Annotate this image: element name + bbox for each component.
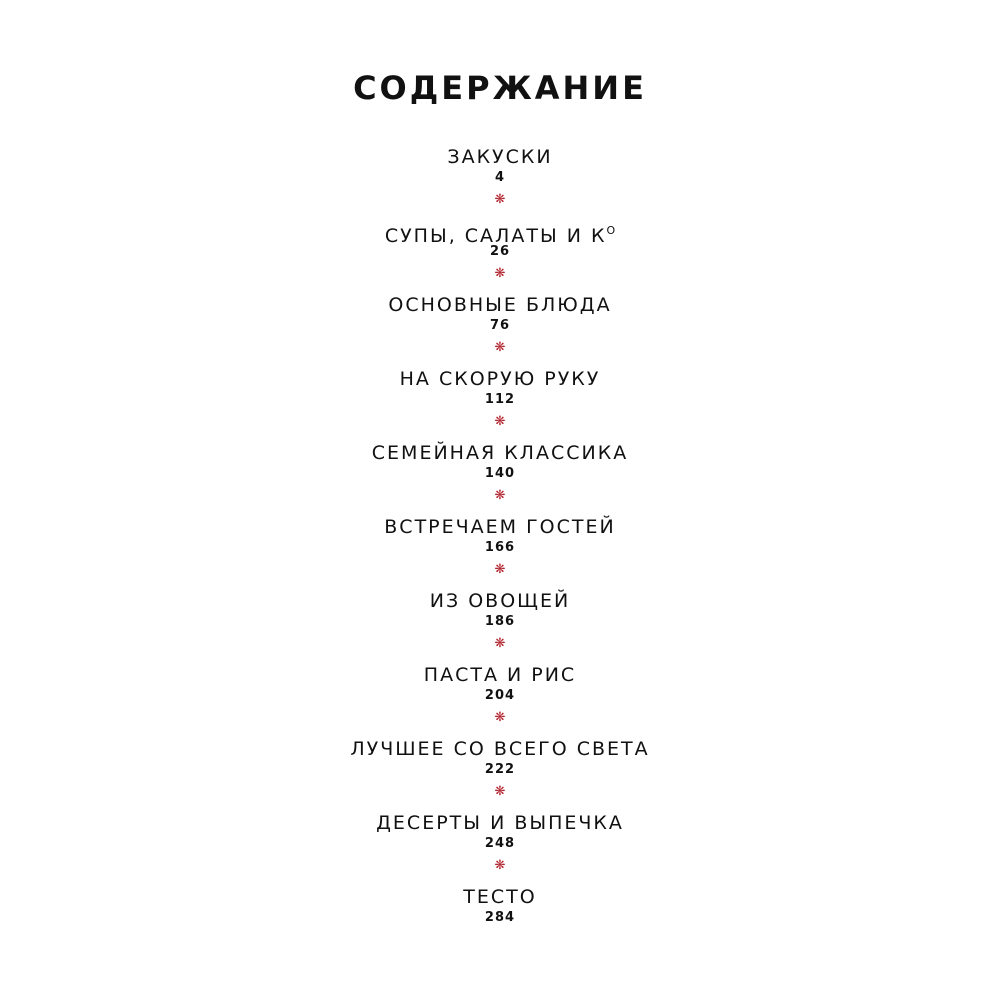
toc-entry-title[interactable]	[0, 218, 1000, 247]
toc-entry-main-dishes[interactable]	[0, 292, 1000, 366]
ornament-separator-icon: ❋	[494, 488, 506, 503]
ornament-separator-icon: ❋	[494, 192, 506, 207]
toc-entry-title-text: НА СКОРУЮ РУКУ	[399, 368, 601, 390]
toc-entry-title[interactable]	[0, 514, 1000, 540]
toc-entry-title[interactable]	[0, 662, 1000, 688]
toc-entry-page-number: 204	[484, 688, 516, 703]
toc-entry-page-number: 76	[489, 318, 511, 333]
toc-entry-page-number: 26	[489, 244, 511, 259]
ornament-separator-icon: ❋	[494, 562, 506, 577]
toc-entry-title[interactable]	[0, 292, 1000, 318]
toc-entry-title-text: ЛУЧШЕЕ СО ВСЕГО СВЕТА	[350, 738, 650, 760]
toc-entry-desserts[interactable]	[0, 810, 1000, 884]
ornament-separator-icon: ❋	[494, 266, 506, 281]
toc-entry-family-classics[interactable]	[0, 440, 1000, 514]
toc-entry-page-number: 248	[484, 836, 516, 851]
toc-entry-soups-salads[interactable]	[0, 218, 1000, 292]
toc-entry-title-superscript: О	[606, 224, 616, 237]
toc-entry-title-text: ДЕСЕРТЫ И ВЫПЕЧКА	[376, 812, 624, 834]
toc-entry-title-text: ТЕСТО	[463, 886, 537, 908]
toc-entry-page-number: 112	[484, 392, 516, 407]
ornament-separator-icon: ❋	[494, 636, 506, 651]
toc-entry-vegetables[interactable]	[0, 588, 1000, 662]
toc-entry-title[interactable]	[0, 366, 1000, 392]
toc-entry-title[interactable]	[0, 884, 1000, 910]
table-of-contents	[0, 144, 1000, 958]
toc-entry-page-number: 166	[484, 540, 516, 555]
toc-entry-page-number: 186	[484, 614, 516, 629]
toc-entry-pasta-rice[interactable]	[0, 662, 1000, 736]
ornament-separator-icon: ❋	[494, 858, 506, 873]
toc-entry-title[interactable]	[0, 588, 1000, 614]
toc-entry-title-text: СЕМЕЙНАЯ КЛАССИКА	[371, 442, 629, 464]
ornament-separator-icon: ❋	[494, 414, 506, 429]
toc-entry-title-text: ПАСТА И РИС	[423, 664, 577, 686]
ornament-separator-icon: ❋	[494, 340, 506, 355]
toc-entry-title[interactable]	[0, 736, 1000, 762]
toc-entry-title[interactable]	[0, 810, 1000, 836]
toc-entry-page-number: 4	[494, 170, 506, 185]
toc-entry-page-number: 284	[484, 910, 516, 925]
toc-entry-title-text: СУПЫ, САЛАТЫ И К	[384, 225, 607, 247]
toc-entry-snacks[interactable]	[0, 144, 1000, 218]
toc-entry-page-number: 140	[484, 466, 516, 481]
toc-entry-title[interactable]	[0, 144, 1000, 170]
toc-entry-title[interactable]	[0, 440, 1000, 466]
page-title: СОДЕРЖАНИЕ	[353, 69, 647, 107]
toc-entry-page-number: 222	[484, 762, 516, 777]
toc-entry-dough[interactable]	[0, 884, 1000, 958]
toc-entry-title-text: ВСТРЕЧАЕМ ГОСТЕЙ	[384, 516, 616, 538]
toc-entry-world-best[interactable]	[0, 736, 1000, 810]
ornament-separator-icon: ❋	[494, 710, 506, 725]
toc-entry-guests[interactable]	[0, 514, 1000, 588]
toc-entry-title-text: ОСНОВНЫЕ БЛЮДА	[388, 294, 612, 316]
toc-entry-title-text: ЗАКУСКИ	[447, 146, 553, 168]
toc-entry-title-text: ИЗ ОВОЩЕЙ	[429, 590, 571, 612]
ornament-separator-icon: ❋	[494, 784, 506, 799]
toc-entry-quick[interactable]	[0, 366, 1000, 440]
